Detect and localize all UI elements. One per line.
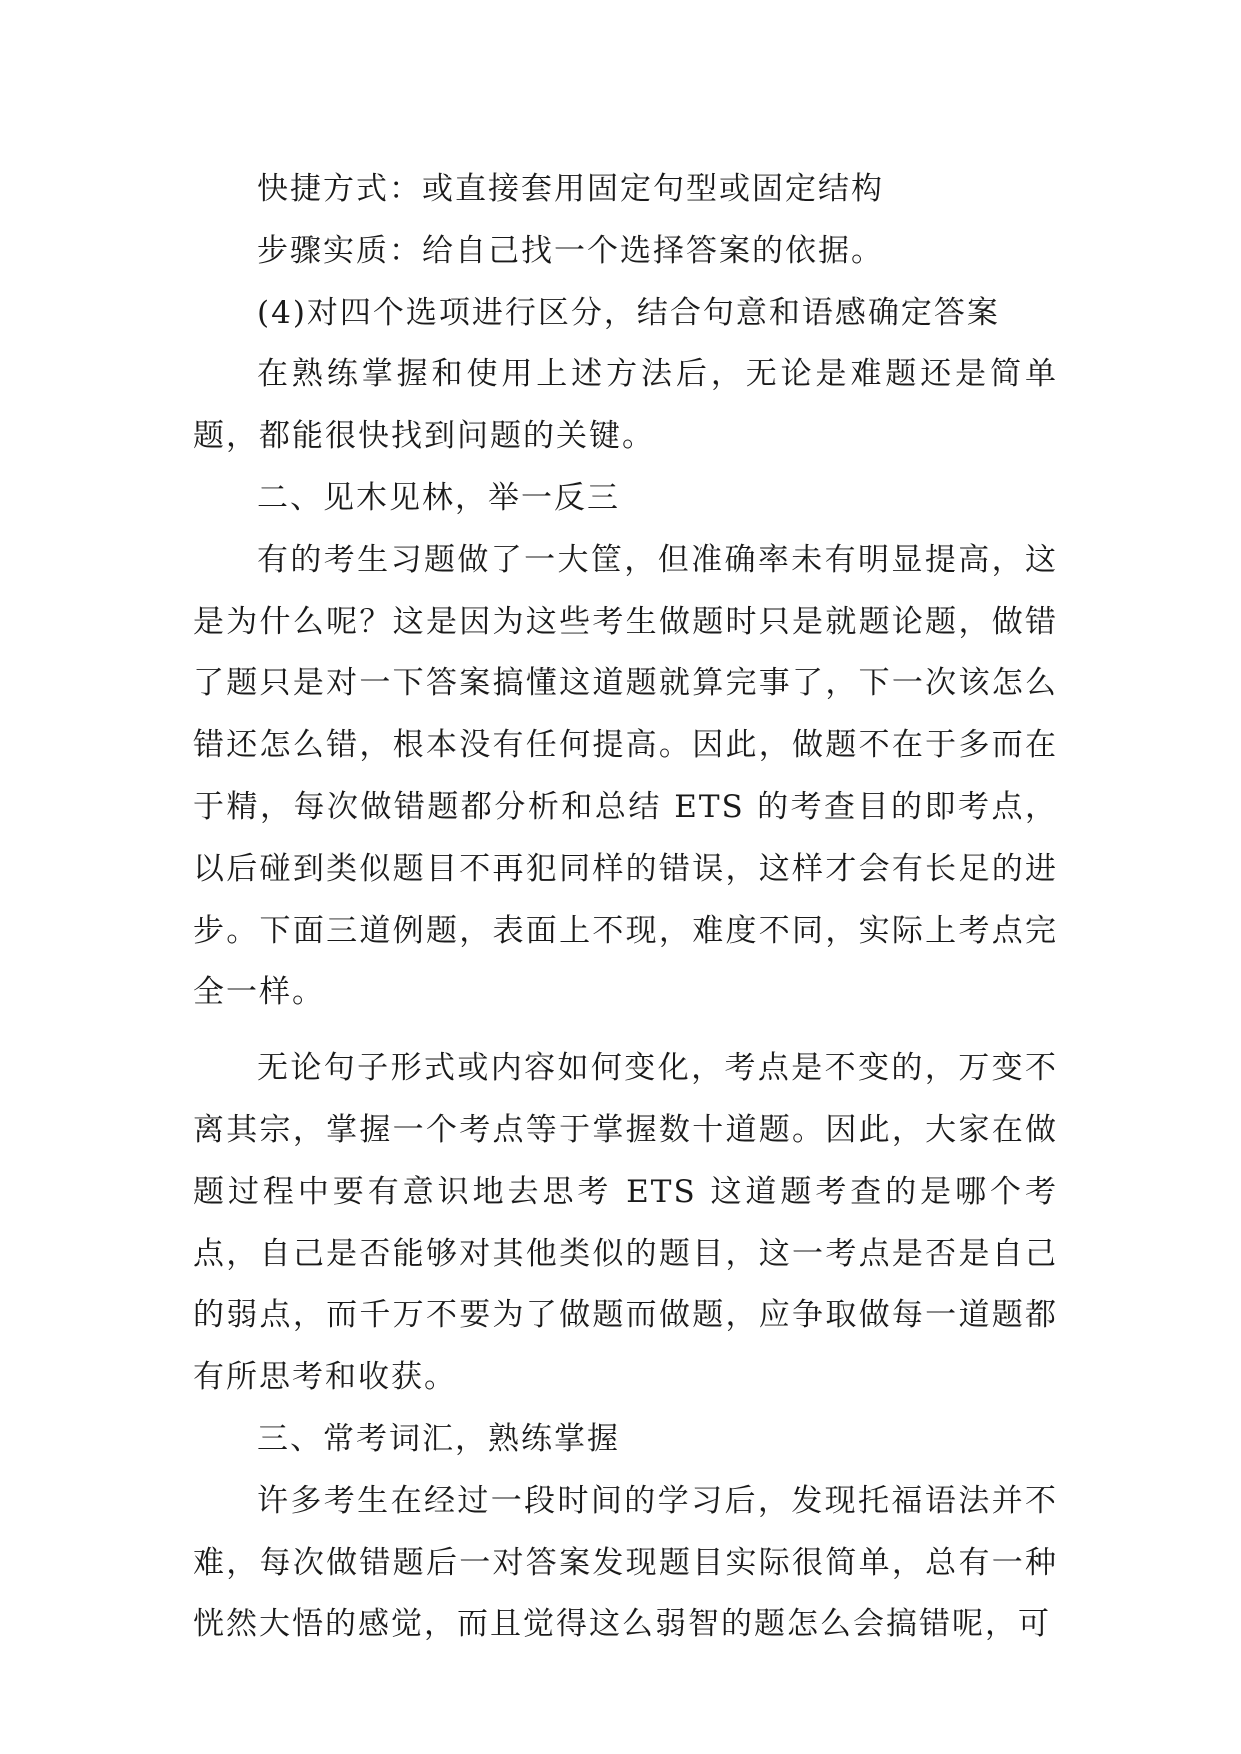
- section-heading-2: 二、见木见林，举一反三: [257, 479, 620, 516]
- paragraph-step-essence: 步骤实质：给自己找一个选择答案的依据。: [257, 232, 884, 269]
- paragraph-vocabulary: 许多考生在经过一段时间的学习后，发现托福语法并不难，每次做错题后一对答案发现题目实际很简单，总有一种恍然大悟的感觉，而且觉得这么弱智的题怎么会搞错呢，可: [193, 1482, 1058, 1643]
- paragraph-test-points: 无论句子形式或内容如何变化，考点是不变的，万变不离其宗，掌握一个考点等于掌握数十道题。因此，大家在做题过程中要有意识地去思考 ETS 这道题考查的是哪个考点，自己是否能够对其他类似的题目，这一考点是否是自己的弱点，而千万不要为了做题而做题，应争取做每一道题都有所思考和收获。: [193, 1050, 1058, 1396]
- paragraph-mastery: 在熟练掌握和使用上述方法后，无论是难题还是简单题，都能很快找到问题的关键。: [193, 356, 1058, 455]
- section-heading-3: 三、常考词汇，熟练掌握: [257, 1420, 620, 1457]
- paragraph-shortcut: 快捷方式：或直接套用固定句型或固定结构: [257, 171, 884, 207]
- paragraph-practice: 有的考生习题做了一大筐，但准确率未有明显提高，这是为什么呢？这是因为这些考生做题时只是就题论题，做错了题只是对一下答案搞懂这道题就算完事了，下一次该怎么错还怎么错，根本没有任何提高。因此，做题不在于多而在于精，每次做错题都分析和总结 ETS 的考查目的即考点，以后碰到类似题目不再犯同样的错误，这样才会有长足的进步。下面三道例题，表面上不现，难度不同，实际上考点完全一样。: [193, 541, 1058, 1011]
- paragraph-step-4: (4)对四个选项进行区分，结合句意和语感确定答案: [257, 294, 1000, 331]
- document-body: [193, 159, 1058, 1656]
